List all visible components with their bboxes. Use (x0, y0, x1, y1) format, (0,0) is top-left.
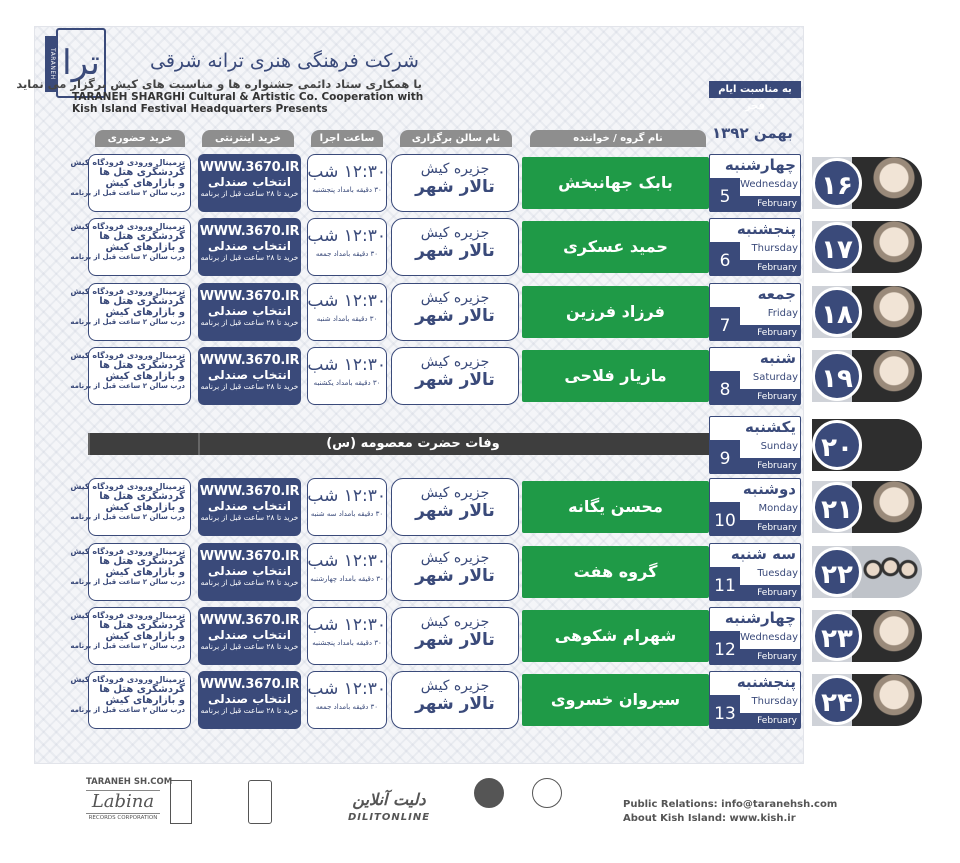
day-name-en: Saturday (752, 372, 798, 383)
month-name-en: February (740, 713, 800, 729)
in-person-purchase-cell (70, 283, 191, 341)
date-cell (709, 607, 801, 665)
concert-row (0, 347, 960, 405)
buy-line: گردشگری هتل ها (99, 231, 185, 242)
month-name-en: February (740, 260, 800, 276)
venue-island: جزیره کیش (420, 485, 490, 501)
showtime-cell (307, 607, 387, 665)
concert-row (0, 478, 960, 536)
online-note: خرید تا ۲۸ ساعت قبل از برنامه (200, 253, 299, 262)
footer-site: TARANEH SH.COM (86, 777, 173, 787)
online-note: خرید تا ۲۸ ساعت قبل از برنامه (200, 189, 299, 198)
kish-festival-logo (532, 778, 562, 808)
online-note: خرید تا ۲۸ ساعت قبل از برنامه (200, 642, 299, 651)
day-name-fa: پنجشنبه (736, 673, 796, 691)
showtime: ۱۲:۳۰ شب (307, 679, 386, 699)
buy-line: ترمینال ورودی فرودگاه کیش (70, 547, 185, 556)
logo-side-text: TARANEH (45, 36, 56, 92)
buy-line: درب سالن ۲ ساعت قبل از برنامه (70, 513, 185, 521)
showtime-cell (307, 154, 387, 212)
venue-hall: تالار شهر (415, 306, 495, 326)
venue-cell (391, 283, 519, 341)
day-number: 9 (710, 440, 740, 474)
venue-island: جزیره کیش (420, 678, 490, 694)
concert-row (0, 671, 960, 729)
showtime-note: ۳۰ دقیقه بامداد شنبه (316, 315, 378, 323)
showtime-cell (307, 478, 387, 536)
artist-name: سیروان خسروی (522, 674, 709, 726)
day-circle: ۲۳ (812, 611, 862, 661)
seat-selection: انتخاب صندلی (208, 692, 291, 706)
venue-hall: تالار شهر (415, 566, 495, 586)
column-header-online: خرید اینترنتی (202, 130, 294, 147)
day-circle: ۱۷ (812, 222, 862, 272)
ticket-site-link[interactable]: WWW.3670.IR (199, 484, 300, 499)
online-purchase-cell[interactable] (198, 347, 301, 405)
in-person-purchase-cell (70, 218, 191, 276)
venue-hall: تالار شهر (415, 501, 495, 521)
day-circle: ۱۹ (812, 351, 862, 401)
records-logo (170, 780, 192, 824)
buy-line: ترمینال ورودی فرودگاه کیش (70, 675, 185, 684)
ticket-site-link[interactable]: WWW.3670.IR (199, 613, 300, 628)
buy-line: گردشگری هتل ها (99, 491, 185, 502)
venue-hall: تالار شهر (415, 370, 495, 390)
seat-selection: انتخاب صندلی (208, 499, 291, 513)
day-number: 5 (710, 178, 740, 212)
logo-glyph-icon: ترا (62, 43, 100, 83)
buy-line: درب سالن ۲ ساعت قبل از برنامه (70, 642, 185, 650)
date-cell (709, 218, 801, 276)
online-note: خرید تا ۲۸ ساعت قبل از برنامه (200, 513, 299, 522)
buy-line: گردشگری هتل ها (99, 360, 185, 371)
in-person-purchase-cell (70, 543, 191, 601)
day-name-en: Monday (758, 503, 798, 514)
artist-name: مازیار فلاحی (522, 350, 709, 402)
showtime-cell (307, 543, 387, 601)
month-name-en: February (740, 196, 800, 212)
date-cell (709, 347, 801, 405)
ticket-site-link[interactable]: WWW.3670.IR (199, 549, 300, 564)
showtime-cell (307, 671, 387, 729)
dilit-logo (330, 790, 448, 826)
venue-cell (391, 218, 519, 276)
dilit-en: DILITONLINE (347, 812, 431, 823)
venue-cell (391, 671, 519, 729)
online-purchase-cell[interactable] (198, 283, 301, 341)
buy-line: درب سالن ۲ ساعت قبل از برنامه (70, 706, 185, 714)
seat-selection: انتخاب صندلی (208, 564, 291, 578)
day-circle: ۲۲ (812, 547, 862, 597)
cooperation-text-fa: با همکاری ستاد دائمی جشنواره ها و مناسبت های کیش برگزار می نماید (16, 77, 422, 91)
buy-line: و بازارهای کیش (105, 371, 185, 382)
buy-line: ترمینال ورودی فرودگاه کیش (70, 287, 185, 296)
month-name-en: February (740, 325, 800, 341)
day-circle: ۲۱ (812, 482, 862, 532)
showtime-note: ۳۰ دقیقه بامداد جمعه (315, 703, 379, 711)
date-cell (709, 283, 801, 341)
in-person-purchase-cell (70, 671, 191, 729)
in-person-purchase-cell (70, 154, 191, 212)
online-note: خرید تا ۲۸ ساعت قبل از برنامه (200, 318, 299, 327)
showtime: ۱۲:۳۰ شب (307, 615, 386, 635)
concert-row (0, 543, 960, 601)
artist-name: فرزاد فرزین (522, 286, 709, 338)
buy-line: ترمینال ورودی فرودگاه کیش (70, 351, 185, 360)
month-name-en: February (740, 585, 800, 601)
artist-name: شهرام شکوهی (522, 610, 709, 662)
buy-line: درب سالن ۲ ساعت قبل از برنامه (70, 578, 185, 586)
buy-line: گردشگری هتل ها (99, 684, 185, 695)
showtime-note: ۳۰ دقیقه بامداد سه شنبه (310, 510, 384, 518)
day-name-en: Tuesday (757, 568, 798, 579)
buy-line: درب سالن ۲ ساعت قبل از برنامه (70, 253, 185, 261)
in-person-purchase-cell (70, 607, 191, 665)
showtime-note: ۳۰ دقیقه بامداد یکشنبه (313, 379, 381, 387)
date-cell (709, 154, 801, 212)
venue-island: جزیره کیش (420, 161, 490, 177)
day-name-en: Thursday (751, 696, 798, 707)
buy-line: گردشگری هتل ها (99, 620, 185, 631)
day-circle: ۱۶ (812, 158, 862, 208)
concert-row (0, 283, 960, 341)
showtime-cell (307, 283, 387, 341)
ticket-site-link[interactable]: WWW.3670.IR (199, 224, 300, 239)
online-note: خرید تا ۲۸ ساعت قبل از برنامه (200, 706, 299, 715)
in-person-purchase-cell (70, 478, 191, 536)
seat-selection: انتخاب صندلی (208, 628, 291, 642)
day-name-en: Wednesday (740, 179, 798, 190)
dilit-fa: دلیت آنلاین (352, 790, 426, 809)
month-label: بهمن ۱۳۹۲ (712, 124, 793, 142)
day-name-fa: چهارشنبه (724, 156, 796, 174)
showtime: ۱۲:۳۰ شب (307, 162, 386, 182)
showtime-cell (307, 347, 387, 405)
day-name-en: Friday (767, 308, 798, 319)
day-number: 8 (710, 371, 740, 405)
day-name-fa: یکشنبه (745, 418, 796, 436)
concert-row (0, 607, 960, 665)
day-number: 12 (710, 631, 740, 665)
showtime-note: ۳۰ دقیقه بامداد چهارشنبه (310, 575, 384, 583)
month-name-en: February (740, 389, 800, 405)
day-number: 6 (710, 242, 740, 276)
day-number: 13 (710, 695, 740, 729)
showtime-cell (307, 218, 387, 276)
showtime-note: ۳۰ دقیقه بامداد پنجشنبه (312, 639, 382, 647)
concert-row (0, 154, 960, 212)
day-name-fa: دوشنبه (742, 480, 796, 498)
labina-logo: Labina (86, 790, 160, 814)
seat-selection: انتخاب صندلی (208, 368, 291, 382)
public-relations-contact: Public Relations: info@taranehsh.com (623, 799, 838, 810)
buy-line: درب سالن ۲ ساعت قبل از برنامه (70, 318, 185, 326)
month-name-en: February (740, 649, 800, 665)
buy-line: و بازارهای کیش (105, 695, 185, 706)
day-number: 11 (710, 567, 740, 601)
day-number: 10 (710, 502, 740, 536)
buy-line: و بازارهای کیش (105, 502, 185, 513)
buy-line: گردشگری هتل ها (99, 556, 185, 567)
online-purchase-cell[interactable] (198, 543, 301, 601)
day-name-en: Wednesday (740, 632, 798, 643)
day-name-fa: چهارشنبه (724, 609, 796, 627)
day-name-en: Thursday (751, 243, 798, 254)
column-header-time: ساعت اجرا (311, 130, 383, 147)
date-cell (709, 671, 801, 729)
buy-line: و بازارهای کیش (105, 631, 185, 642)
venue-island: جزیره کیش (420, 225, 490, 241)
online-note: خرید تا ۲۸ ساعت قبل از برنامه (200, 578, 299, 587)
venue-island: جزیره کیش (420, 290, 490, 306)
online-purchase-cell[interactable] (198, 671, 301, 729)
date-cell (709, 478, 801, 536)
month-name-en: February (740, 520, 800, 536)
buy-line: و بازارهای کیش (105, 178, 185, 189)
seat-selection: انتخاب صندلی (208, 239, 291, 253)
day-circle: ۱۸ (812, 287, 862, 337)
buy-line: و بازارهای کیش (105, 567, 185, 578)
artist-name: گروه هفت (522, 546, 709, 598)
ticket-site-link[interactable]: WWW.3670.IR (199, 677, 300, 692)
ticket-site-link[interactable]: WWW.3670.IR (199, 353, 300, 368)
venue-island: جزیره کیش (420, 614, 490, 630)
online-purchase-cell[interactable] (198, 607, 301, 665)
showtime: ۱۲:۳۰ شب (307, 551, 386, 571)
buy-line: گردشگری هتل ها (99, 167, 185, 178)
holiday-bar-divider (198, 433, 200, 455)
day-number: 7 (710, 307, 740, 341)
venue-island: جزیره کیش (420, 550, 490, 566)
buy-line: ترمینال ورودی فرودگاه کیش (70, 482, 185, 491)
seat-selection: انتخاب صندلی (208, 175, 291, 189)
day-name-fa: سه شنبه (730, 545, 796, 563)
day-name-en: Sunday (760, 441, 798, 452)
day-circle: ۲۰ (812, 420, 862, 470)
buy-line: گردشگری هتل ها (99, 296, 185, 307)
showtime: ۱۲:۳۰ شب (307, 226, 386, 246)
venue-hall: تالار شهر (415, 241, 495, 261)
online-purchase-cell[interactable] (198, 218, 301, 276)
month-name-en: February (740, 458, 800, 474)
buy-line: و بازارهای کیش (105, 307, 185, 318)
labina-subtitle: RECORDS CORPORATION (88, 815, 158, 821)
buy-line: درب سالن ۲ ساعت قبل از برنامه (70, 189, 185, 197)
showtime: ۱۲:۳۰ شب (307, 486, 386, 506)
buy-line: ترمینال ورودی فرودگاه کیش (70, 611, 185, 620)
venue-hall: تالار شهر (415, 694, 495, 714)
brand-title: شرکت فرهنگی هنری ترانه شرقی (150, 50, 419, 72)
buy-line: ترمینال ورودی فرودگاه کیش (70, 222, 185, 231)
ticket-site-link[interactable]: WWW.3670.IR (199, 160, 300, 175)
buy-line: و بازارهای کیش (105, 242, 185, 253)
holiday-text: وفات حضرت معصومه (س) (290, 433, 536, 455)
occasion-badge: به مناسبت ایام فجر (709, 81, 801, 98)
venue-cell (391, 607, 519, 665)
showtime: ۱۲:۳۰ شب (307, 291, 386, 311)
artist-name: محسن یگانه (522, 481, 709, 533)
online-note: خرید تا ۲۸ ساعت قبل از برنامه (200, 382, 299, 391)
venue-hall: تالار شهر (415, 630, 495, 650)
cooperation-text-en: TARANEH SHARGHI Cultural & Artistic Co. Cooperation with Kish Island Festival Headquarters Presents (72, 91, 424, 115)
date-cell (709, 543, 801, 601)
kish-island-link: About Kish Island: www.kish.ir (623, 813, 796, 824)
venue-cell (391, 154, 519, 212)
column-header-buy: خرید حضوری (95, 130, 185, 147)
taraneh-footer-logo (248, 780, 272, 824)
showtime-note: ۳۰ دقیقه بامداد جمعه (315, 250, 379, 258)
buy-line: ترمینال ورودی فرودگاه کیش (70, 158, 185, 167)
in-person-purchase-cell (70, 347, 191, 405)
buy-line: درب سالن ۲ ساعت قبل از برنامه (70, 382, 185, 390)
holiday-bar-divider (88, 433, 90, 455)
online-purchase-cell[interactable] (198, 478, 301, 536)
artist-name: بابک جهانبخش (522, 157, 709, 209)
artist-name: حمید عسکری (522, 221, 709, 273)
column-header-venue: نام سالن برگزاری (400, 130, 512, 147)
venue-cell (391, 543, 519, 601)
venue-hall: تالار شهر (415, 177, 495, 197)
date-cell (709, 416, 801, 474)
venue-cell (391, 478, 519, 536)
showtime: ۱۲:۳۰ شب (307, 355, 386, 375)
venue-cell (391, 347, 519, 405)
day-name-fa: پنجشنبه (736, 220, 796, 238)
day-name-fa: جمعه (757, 285, 796, 303)
concert-row (0, 218, 960, 276)
venue-island: جزیره کیش (420, 354, 490, 370)
showtime-note: ۳۰ دقیقه بامداد پنجشنبه (312, 186, 382, 194)
seat-selection: انتخاب صندلی (208, 304, 291, 318)
online-purchase-cell[interactable] (198, 154, 301, 212)
day-name-fa: شنبه (759, 349, 796, 367)
day-circle: ۲۴ (812, 675, 862, 725)
column-header-artist: نام گروه / خواننده (530, 130, 706, 147)
ticket-site-link[interactable]: WWW.3670.IR (199, 289, 300, 304)
kish-org-logo (474, 778, 504, 808)
